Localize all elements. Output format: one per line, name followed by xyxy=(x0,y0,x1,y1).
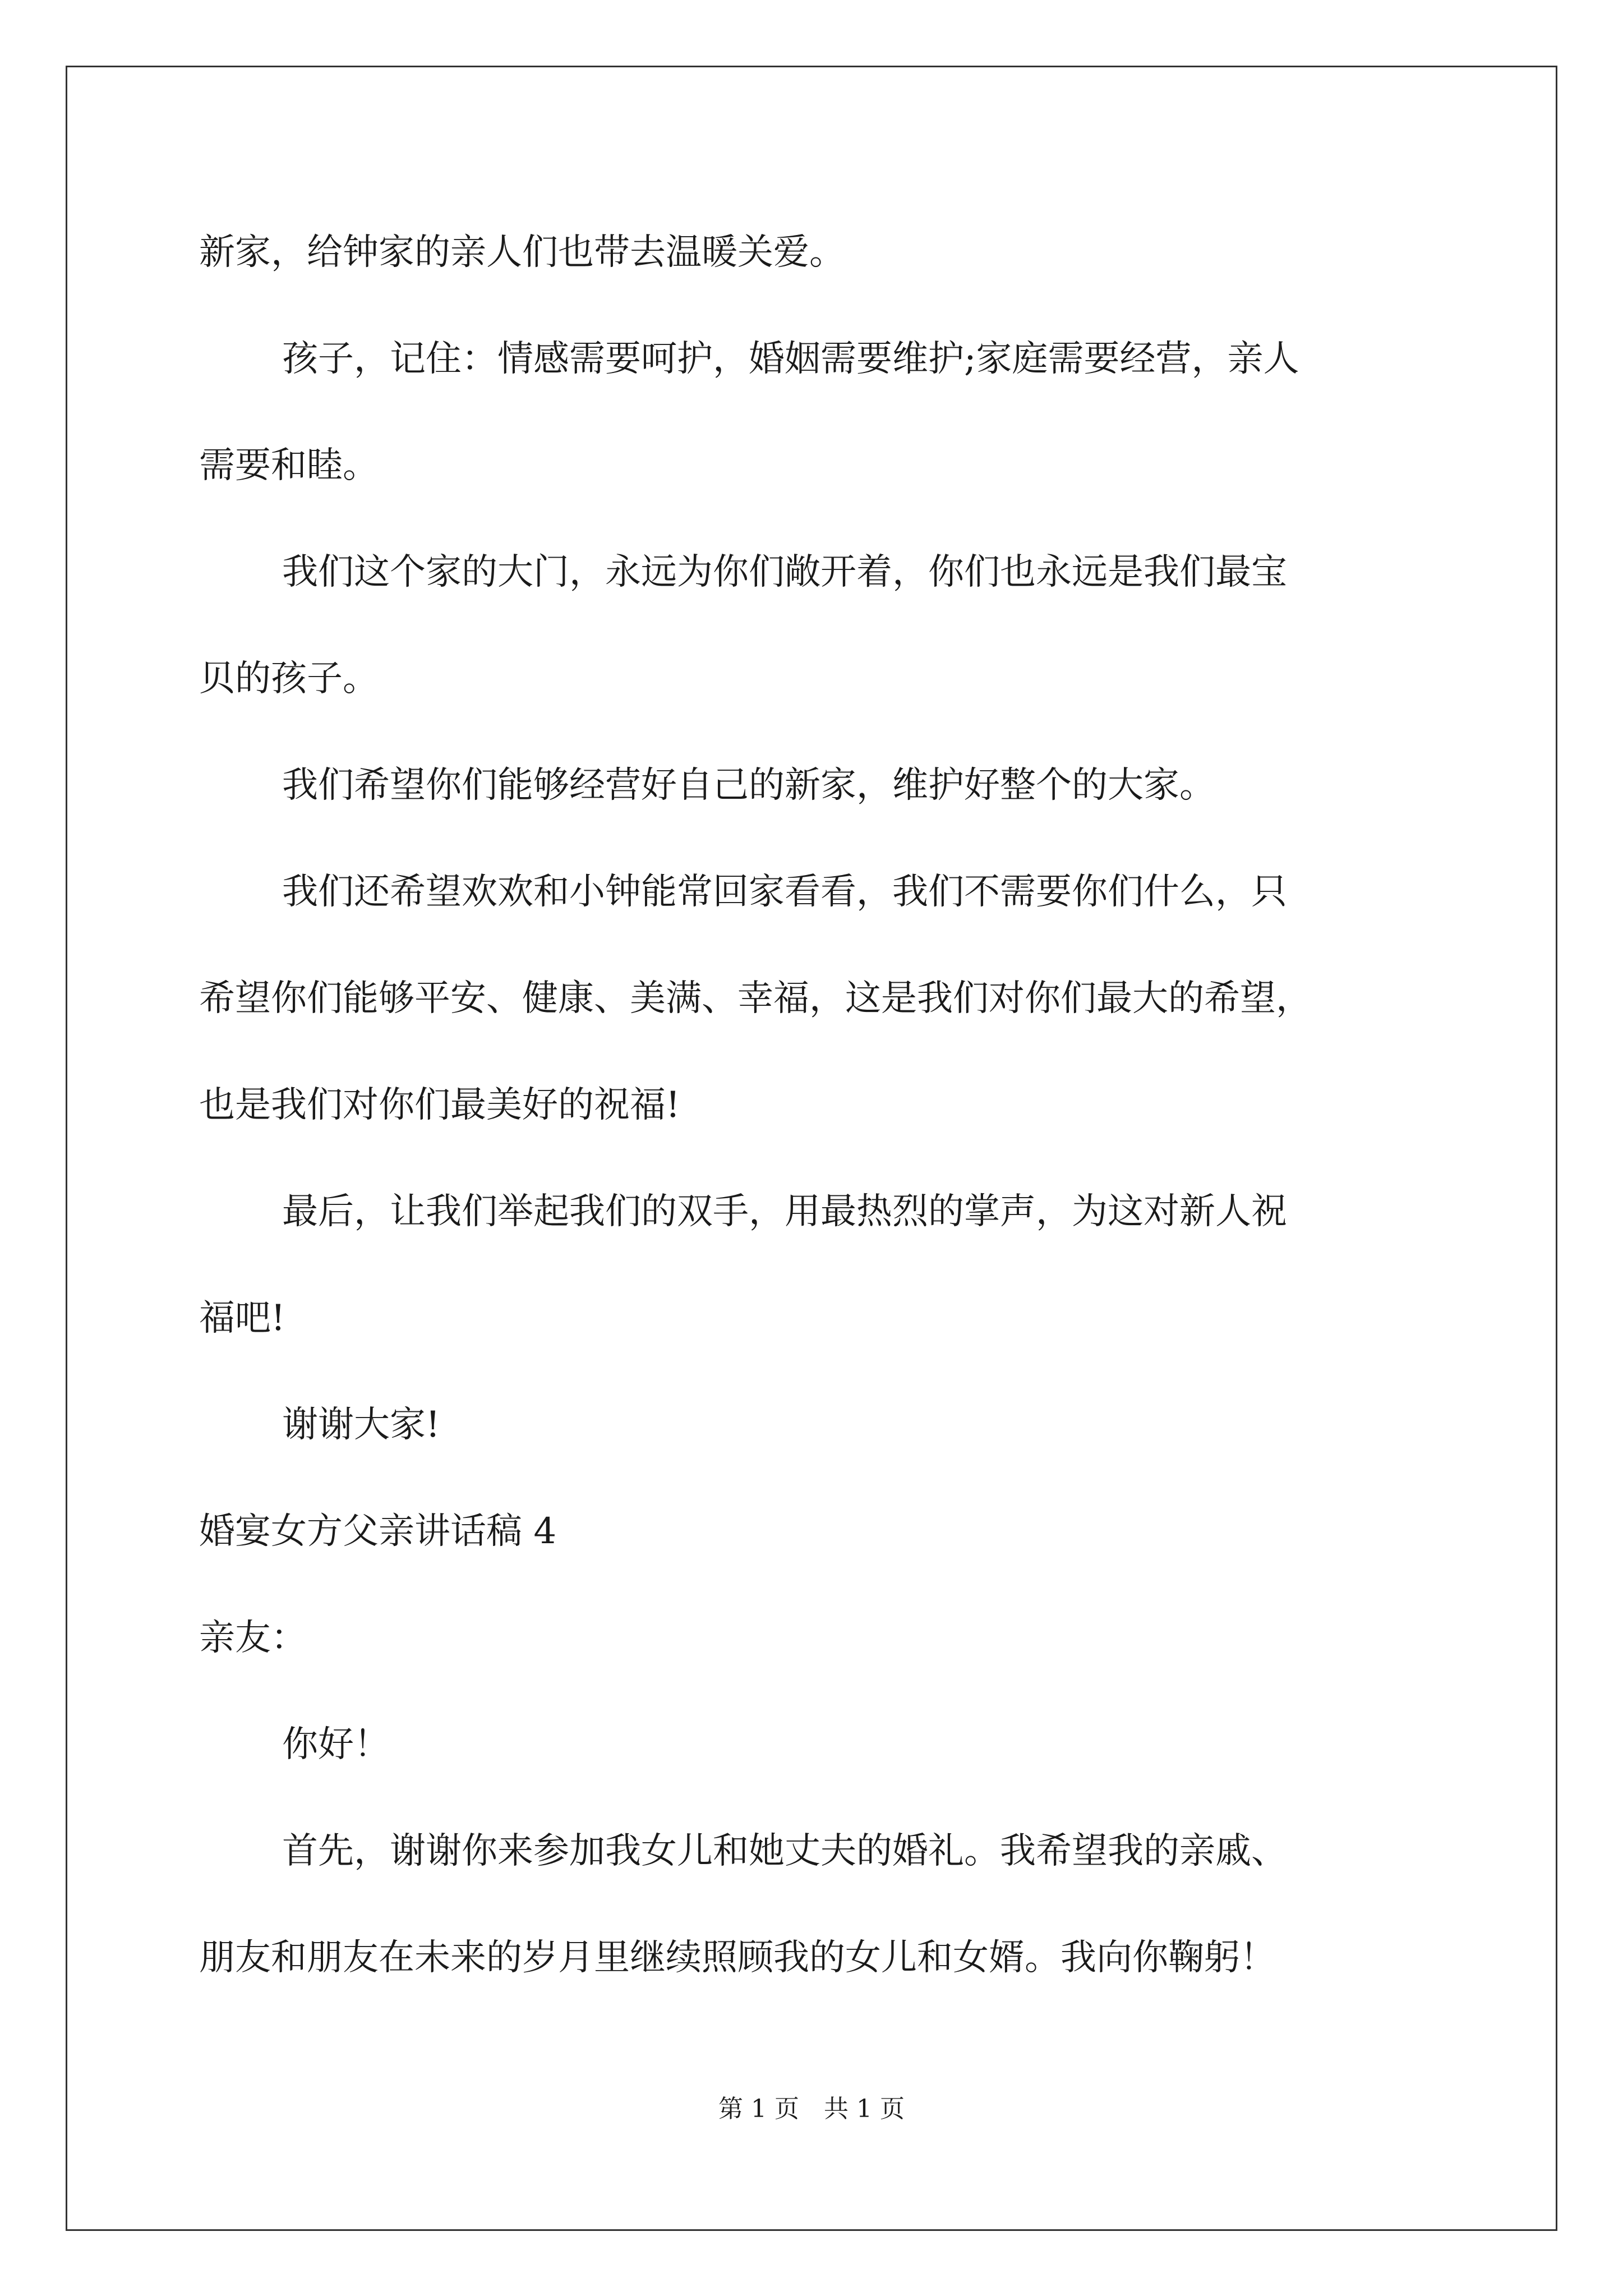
text-line: 贝的孩子。 xyxy=(199,658,379,700)
text-line: 最后，让我们举起我们的双手，用最热烈的掌声，为这对新人祝 xyxy=(282,1191,1287,1232)
text-line: 我们希望你们能够经营好自己的新家，维护好整个的大家。 xyxy=(282,765,1215,806)
section-heading: 婚宴女方父亲讲话稿 4 xyxy=(199,1511,557,1552)
salutation: 亲友： xyxy=(199,1617,307,1659)
text-line: 新家，给钟家的亲人们也带去温暖关爱。 xyxy=(199,232,845,273)
text-line: 希望你们能够平安、健康、美满、幸福，这是我们对你们最大的希望， xyxy=(199,978,1312,1019)
text-line: 我们还希望欢欢和小钟能常回家看看，我们不需要你们什么，只 xyxy=(282,871,1287,913)
text-line: 首先，谢谢你来参加我女儿和她丈夫的婚礼。我希望我的亲戚、 xyxy=(282,1830,1287,1872)
text-line: 也是我们对你们最美好的祝福! xyxy=(199,1084,680,1126)
text-line: 谢谢大家! xyxy=(282,1404,440,1446)
greeting: 你好！ xyxy=(282,1724,390,1765)
text-line: 朋友和朋友在未来的岁月里继续照顾我的女儿和女婿。我向你鞠躬！ xyxy=(199,1937,1276,1978)
page-footer: 第 1 页 共 1 页 xyxy=(718,2095,905,2123)
text-line: 孩子，记住：情感需要呵护，婚姻需要维护;家庭需要经营，亲人 xyxy=(282,338,1299,380)
text-line: 福吧! xyxy=(199,1297,285,1339)
text-line: 我们这个家的大门，永远为你们敞开着，你们也永远是我们最宝 xyxy=(282,551,1287,593)
text-line: 需要和睦。 xyxy=(199,445,379,486)
page-border xyxy=(66,66,1557,2231)
